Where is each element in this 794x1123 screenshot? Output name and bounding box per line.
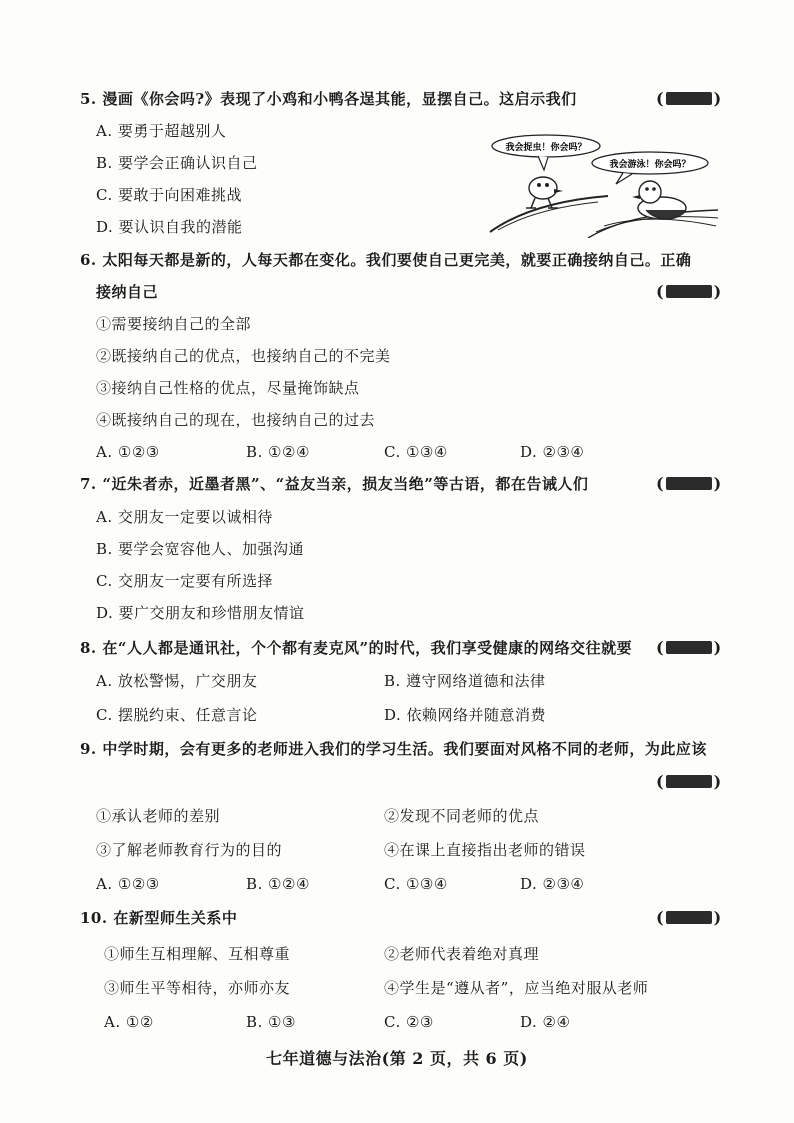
q5-option-d: D. 要认识自我的潜能 (96, 218, 243, 236)
paren-open: ( (656, 282, 664, 301)
q10-answer-paren (656, 908, 721, 928)
paren-open: ( (656, 908, 664, 927)
q6-statement-3: ③接纳自己性格的优点，尽量掩饰缺点 (96, 379, 360, 397)
answer-redaction (666, 285, 712, 298)
q10-statement-2: ②老师代表着绝对真理 (384, 945, 540, 963)
paren-open: ( (656, 638, 664, 657)
q7-option-b: B. 要学会宽容他人、加强沟通 (96, 540, 305, 558)
q6-answer-paren (656, 282, 721, 302)
q9-statement-3: ③了解老师教育行为的目的 (96, 841, 283, 859)
paren-close: ) (713, 908, 722, 927)
q9-option-b: B. ①②④ (246, 875, 310, 893)
duck-bubble-text: 我会游泳！你会吗？ (609, 160, 691, 170)
paren-close: ) (713, 282, 722, 301)
q6-statement-2: ②既接纳自己的优点，也接纳自己的不完美 (96, 347, 391, 365)
q9-option-a: A. ①②③ (96, 875, 160, 893)
duck-figure (632, 181, 686, 219)
q10-option-b: B. ①③ (246, 1013, 296, 1031)
q8-option-c: C. 摆脱约束、任意言论 (96, 706, 258, 724)
paren-close: ) (713, 638, 722, 657)
q6-statement-4: ④既接纳自己的现在，也接纳自己的过去 (96, 411, 376, 429)
answer-redaction (666, 911, 712, 924)
q6-statement-1: ①需要接纳自己的全部 (96, 315, 252, 333)
q10-statement-1: ①师生互相理解、互相尊重 (104, 945, 291, 963)
q5-answer-paren (656, 89, 721, 109)
q9-statement-4: ④在课上直接指出老师的错误 (384, 841, 586, 859)
paren-close: ) (713, 474, 722, 493)
bubble-tail (538, 156, 548, 170)
paren-close: ) (713, 772, 722, 791)
paren-close: ) (713, 89, 722, 108)
page-footer: 七年道德与法治(第 2 页，共 6 页) (266, 1049, 528, 1068)
q7-option-a: A. 交朋友一定要以诚相待 (96, 508, 273, 526)
q9-option-c: C. ①③④ (384, 875, 448, 893)
paren-open: ( (656, 89, 664, 108)
q6-option-a: A. ①②③ (96, 443, 160, 461)
q8-option-d: D. 依赖网络并随意消费 (384, 706, 547, 724)
water-line (604, 219, 716, 226)
q10-statement-3: ③师生平等相待，亦师亦友 (104, 979, 291, 997)
q6-stem-line1: 6. 太阳每天都是新的，人每天都在变化。我们要使自己更完美，就要正确接纳自己。正确 (80, 251, 692, 269)
q6-option-c: C. ①③④ (384, 443, 448, 461)
q10-stem: 10. 在新型师生关系中 (80, 909, 238, 927)
q5-option-a: A. 要勇于超越别人 (96, 122, 227, 140)
q9-statement-1: ①承认老师的差别 (96, 807, 221, 825)
q10-option-a: A. ①② (104, 1013, 154, 1031)
answer-redaction (666, 92, 712, 105)
q10-option-c: C. ②③ (384, 1013, 434, 1031)
paren-open: ( (656, 772, 664, 791)
bubble-tail (616, 173, 632, 184)
chick-bubble-text: 我会捉虫！你会吗？ (505, 143, 587, 153)
q7-answer-paren (656, 474, 721, 494)
q9-stem: 9. 中学时期，会有更多的老师进入我们的学习生活。我们要面对风格不同的老师，为此应该 (80, 740, 707, 758)
q9-statement-2: ②发现不同老师的优点 (384, 807, 540, 825)
q6-option-b: B. ①②④ (246, 443, 310, 461)
q8-stem: 8. 在“人人都是通讯社，个个都有麦克风”的时代，我们享受健康的网络交往就要 (80, 639, 633, 657)
q5-option-b: B. 要学会正确认识自己 (96, 154, 258, 172)
q7-option-d: D. 要广交朋友和珍惜朋友情谊 (96, 604, 305, 622)
paren-open: ( (656, 474, 664, 493)
q6-option-d: D. ②③④ (520, 443, 585, 461)
q7-option-c: C. 交朋友一定要有所选择 (96, 572, 273, 590)
q9-answer-paren (656, 772, 721, 792)
q10-option-d: D. ②④ (520, 1013, 571, 1031)
q8-option-a: A. 放松警惕，广交朋友 (96, 672, 258, 690)
q5-stem: 5. 漫画《你会吗?》表现了小鸡和小鸭各逞其能，显摆自己。这启示我们 (80, 90, 577, 108)
q5-option-c: C. 要敢于向困难挑战 (96, 186, 242, 204)
q6-stem-line2: 接纳自己 (96, 283, 159, 301)
q8-option-b: B. 遵守网络道德和法律 (384, 672, 546, 690)
answer-redaction (666, 641, 712, 654)
answer-redaction (666, 775, 712, 788)
q10-statement-4: ④学生是“遵从者”，应当绝对服从老师 (384, 979, 649, 997)
cartoon-chick-duck (488, 126, 720, 238)
q7-stem: 7. “近朱者赤，近墨者黑”、“益友当亲，损友当绝”等古语，都在告诫人们 (80, 475, 589, 493)
answer-redaction (666, 477, 712, 490)
q9-option-d: D. ②③④ (520, 875, 585, 893)
q8-answer-paren (656, 638, 721, 658)
